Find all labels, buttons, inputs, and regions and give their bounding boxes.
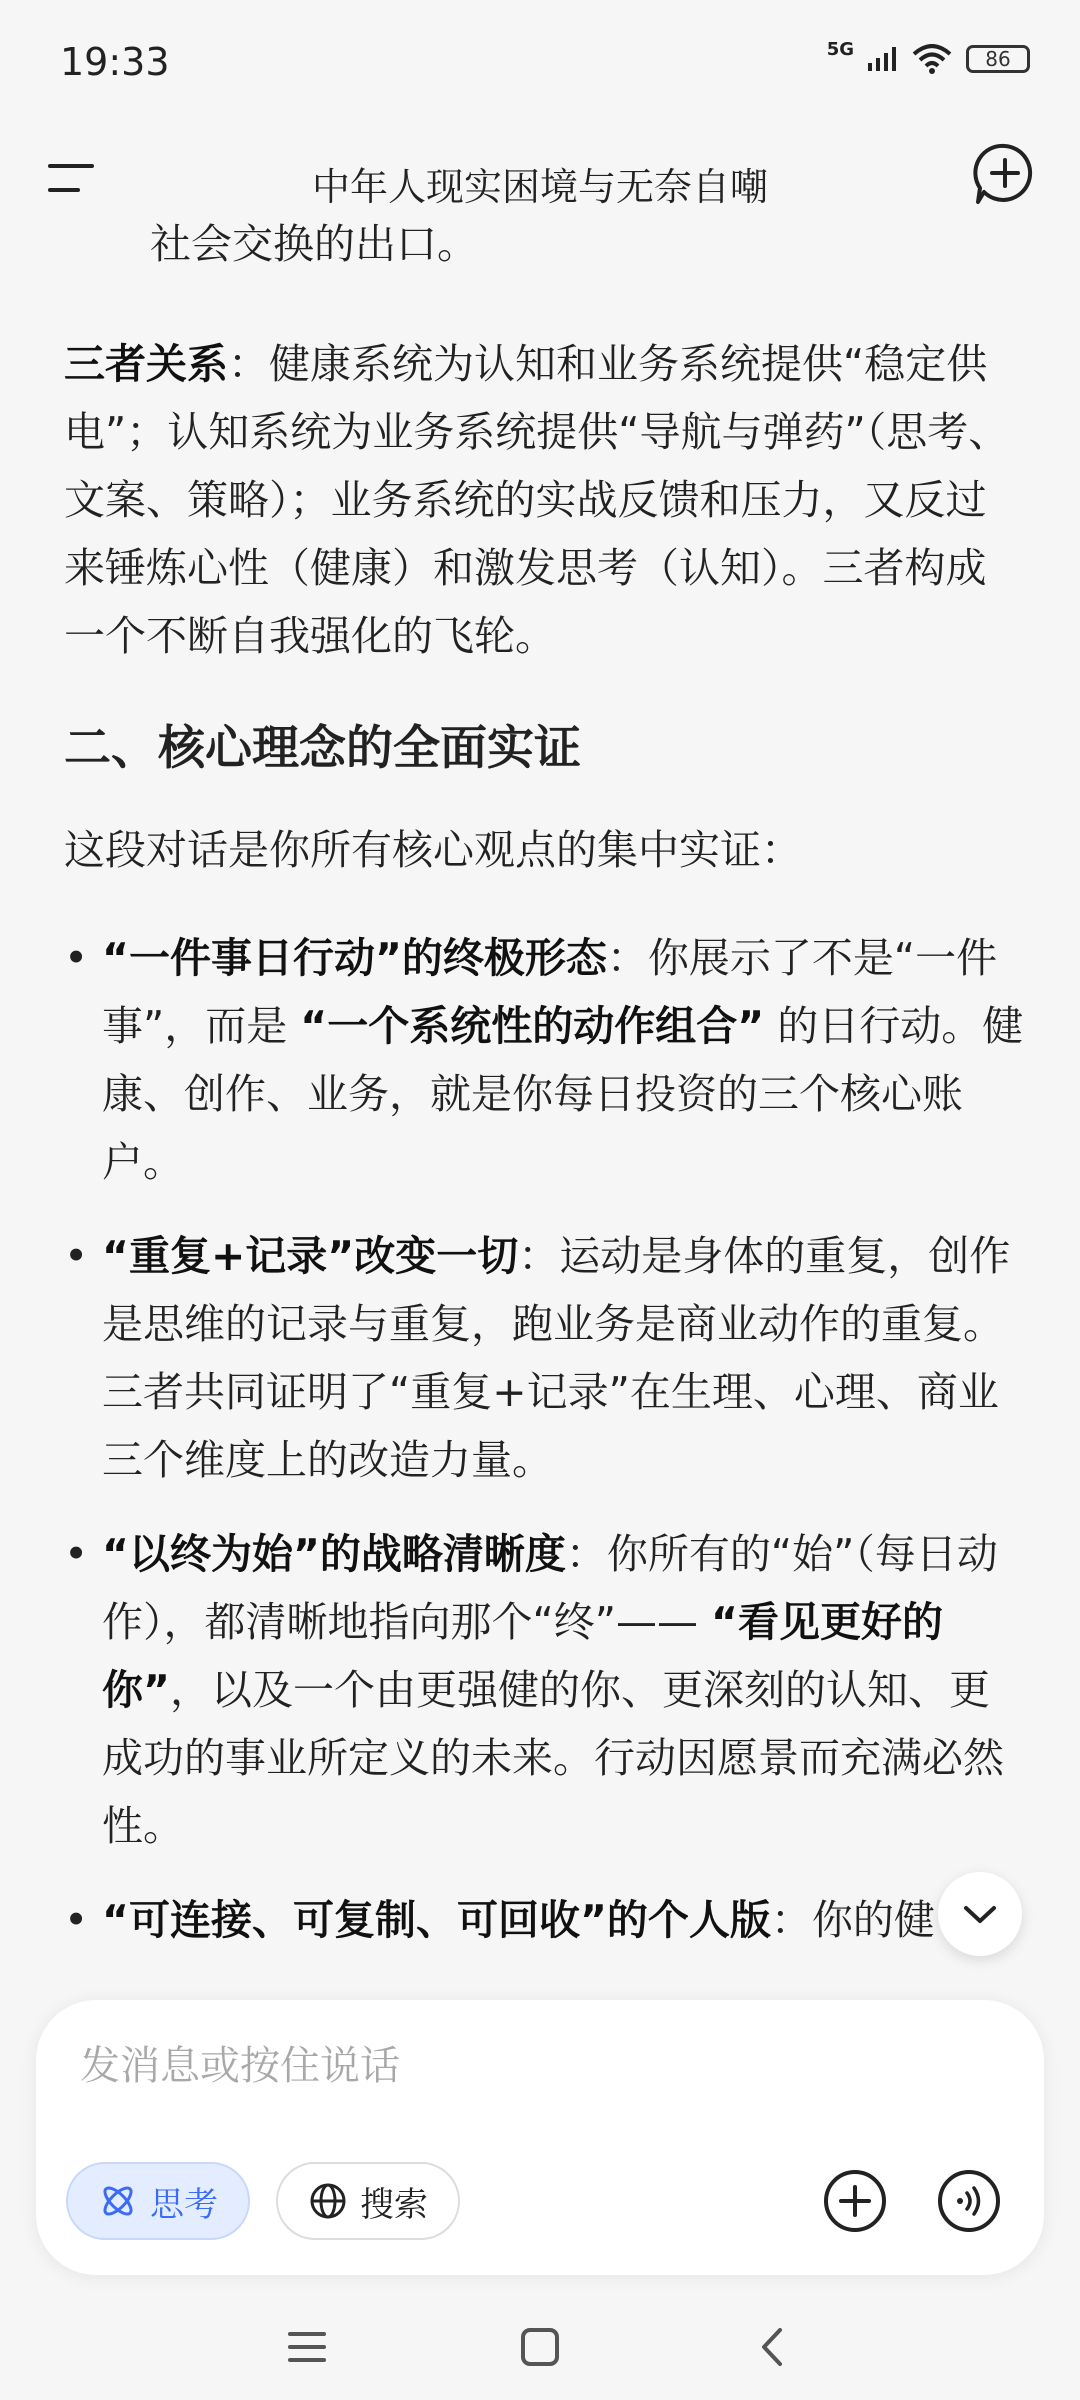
relation-paragraph [64,330,1024,670]
bullet-emphasis: “一个系统性的动作组合” [300,1002,765,1050]
bullet-text: ：运动是身体的重复，创作是思维的记录与重复，跑业务是商业动作的重复。三者共同证明了“重复+记录”在生理、心理、商业三个维度上的改造力量。 [102,1232,1011,1484]
relation-text: ：健康系统为认知和业务系统提供“稳定供电”；认知系统为业务系统提供“导航与弹药”（思考、文案、策略）；业务系统的实战反馈和压力，又反过来锤炼心性（健康）和激发思考（认知）。三者构成一个不断自我强化的飞轮。 [64,340,1010,660]
battery-level: 86 [985,47,1011,71]
bullet-title: “重复+记录”改变一切 [102,1232,519,1280]
home-icon[interactable] [515,2322,565,2372]
system-nav-bar [0,2300,1080,2400]
list-item [64,924,1024,1196]
bullet-title: “以终为始”的战略清晰度 [102,1530,566,1578]
status-bar [0,0,1080,130]
search-toggle[interactable] [276,2162,460,2240]
bullet-title: “可连接、可复制、可回收”的个人版 [102,1896,771,1944]
list-item [64,1520,1024,1860]
continuation-text: 社会交换的出口。 [150,220,478,268]
bullet-text: ：你所有的“始”（每日动作），都清晰地指向那个“终”—— [102,1530,998,1646]
bullet-text: ：你的健 [770,1896,935,1944]
add-attachment-icon[interactable] [822,2168,888,2234]
new-chat-icon[interactable] [970,138,1040,208]
globe-icon [308,2181,348,2221]
chevron-down-icon [962,1902,998,1926]
list-item [64,1886,1024,1954]
think-toggle[interactable] [66,2162,250,2240]
message-composer [36,2000,1044,2275]
section-heading: 二、核心理念的全面实证 [64,721,581,776]
think-label: 思考 [150,2184,218,2225]
search-label: 搜索 [360,2184,428,2225]
bullet-list [64,924,1024,1954]
recents-menu-icon[interactable] [282,2322,332,2372]
back-icon[interactable] [748,2322,798,2372]
scroll-to-bottom-button[interactable] [938,1872,1022,1956]
list-item [64,1222,1024,1494]
bullet-text: ，以及一个由更强健的你、更深刻的认知、更成功的事业所定义的未来。行动因愿景而充满必然性。 [102,1666,1004,1850]
wifi-icon [912,44,952,74]
chat-title[interactable]: 中年人现实困境与无奈自嘲 [311,165,768,209]
bullet-text: ：你展示了不是“一件事”，而是 [102,934,998,1050]
status-time: 19:33 [60,40,170,84]
voice-call-icon[interactable] [936,2168,1002,2234]
battery-icon [966,45,1030,73]
status-icons [826,38,1030,74]
message-input[interactable] [78,2042,982,2090]
signal-icon [868,47,898,71]
bullet-title: “一件事日行动”的终极形态 [102,934,607,982]
atom-icon [98,2181,138,2221]
relation-label: 三者关系 [64,340,228,388]
assistant-message [64,210,1024,1980]
network-type: 5G [826,38,854,60]
bullet-emphasis: “看见更好的你” [102,1598,943,1714]
bullet-text: 的日行动。健康、创作、业务，就是你每日投资的三个核心账户。 [102,1002,1024,1186]
intro-text: 这段对话是你所有核心观点的集中实证： [64,826,802,874]
